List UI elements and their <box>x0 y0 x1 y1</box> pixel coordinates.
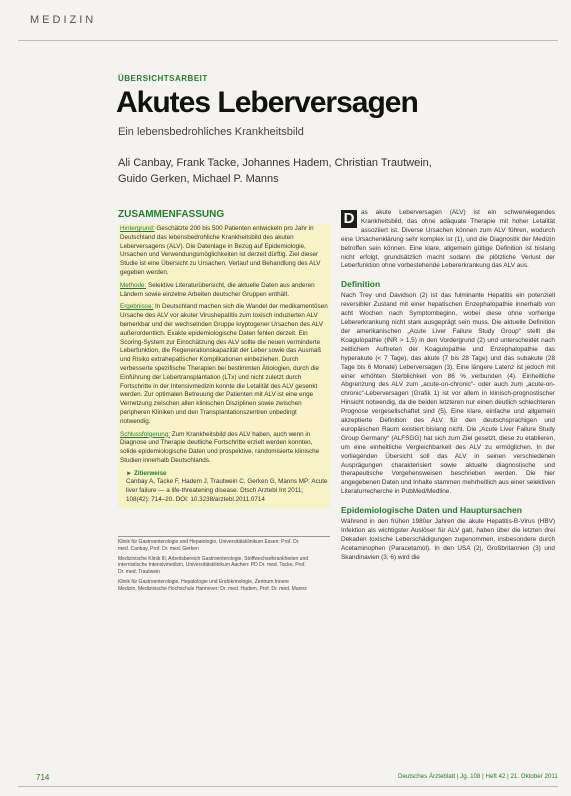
drop-cap: D <box>341 210 357 228</box>
author-list <box>118 155 478 187</box>
citation-block <box>126 470 328 504</box>
definition-paragraph: Nach Trey und Davidson (2) ist das fulminante Hepatitis ein potenziell reversibler Zustand mit einer hepatischen Enzephalopathie innerhalb von acht Wochen nach Symptombeginn, wobei diese ohne vorherige Lebererkrankung nicht stark ausgeprägt sein muss. Die aktuelle Definition der amerikanischen „Acute Liver Failure Study Group“ stellt die Koagulopathie (INR > 1,5) in den Vordergrund (2) und unterscheidet nach zeitlichem Auftreten der Koagulopathie und Enzephalopathie das hyperakute (< 7 Tage), das akute (7 bis 28 Tage) und das subakute (28 Tage bis 6 Monate) Leberversagen (3). Eine längere Latenz ist jedoch mit einer erhöhten Sterblichkeit von 86 % verbunden (4). Einheitliche Abgrenzung des ALV zum „acute-on-chronic“- oder auch zum „acute-on-chronic“-Leberversagen (Grafik 1) ist vor allem in klinisch-prognostischer Hinsicht notwendig, da die beiden letzteren nur einen deutlich schlechteren Prognose vergesellschaftet sind (5). Eine klare, einfache und allgemein akzeptierte Definition des ALV für den deutschsprachigen und europäischen Raum existiert bislang nicht. Die „Acute Liver Failure Study Group Germany“ (ALFSGG) hat sich zum Ziel gesetzt, diese zu etablieren, um eine einheitliche Vergleichbarkeit des ALV zu ermöglichen. In der vorliegenden Übersicht soll das ALV in seinen verschiedenen Ausprägungen charakterisiert sowie aktuelle diagnostische und therapeutische Vorgehensweisen beschrieben werden. Die hier angegebenen Daten und Inhalte stammen mehrheitlich aus einer selektiven Literaturrecherche in PubMed/Medline. <box>341 292 555 496</box>
intro-paragraph: D as akute Leberversagen (ALV) ist ein schwerwiegendes Krankheitsbild, das ohne adäquate Therapie mit hoher Letalität assoziiert ist. Diverse Ursachen können zum ALV führen, wodurch eine Ursachenklärung sehr komplex ist (1), und die Diagnostik der Medizin betroffen sein können. Eine klare, allgemein gültige Definition ist bislang nicht erfolgt, grundsätzlich macht sodann die plötzliche Verlust der Leberfunktion ohne vorbestehende Lebererkrankung das ALV aus. <box>341 209 555 270</box>
summary-box <box>118 224 330 508</box>
summary-conclusion: Schlussfolgerung: Zum Krankheitsbild des ALV haben, auch wenn in Diagnose und Therapie deutliche Fortschritte erzielt werden konnten, solide epidemiologische Daten und prospektive, randomisierte klinische Studien innerhalb Deutschlands. <box>120 430 320 464</box>
page-number: 714 <box>36 773 50 782</box>
definition-heading: Definition <box>341 279 381 290</box>
authors-line-2: Guido Gerken, Michael P. Manns <box>118 173 279 185</box>
article-subtitle: Ein lebensbedrohliches Krankheitsbild <box>118 126 304 138</box>
journal-citation: Deutsches Ärzteblatt | Jg. 108 | Heft 42 | 21. Oktober 2011 <box>398 773 558 780</box>
article-title: Akutes Leberversagen <box>116 86 418 119</box>
summary-column <box>118 209 330 596</box>
affiliation-footnote: Klinik für Gastroenterologie und Hepatologie, Universitätsklinikum Essen: Prof. Dr. med. Canbay, Prof. Dr. med. Gerken <box>118 539 300 552</box>
section-label: MEDIZIN <box>30 14 97 26</box>
summary-method: Methode: Selektive Literaturübersicht, die aktuelle Daten aus anderen Ländern sowie einzelne Arbeiten deutscher Gruppen enthält. <box>120 281 315 298</box>
footer-divider <box>18 786 558 787</box>
epidemiology-heading: Epidemiologische Daten und Hauptursachen <box>341 505 522 516</box>
article-type: ÜBERSICHTSARBEIT <box>118 74 208 83</box>
citation-heading: ► Zitierweise <box>126 469 167 477</box>
header-divider <box>18 40 558 41</box>
summary-heading: ZUSAMMENFASSUNG <box>118 209 225 220</box>
affiliation-footnote: Medizinische Klinik III, Arbeitsbereich Gastroenterologie, Stoffwechselkrankheiten und internistische Intensivmedizin, Universitätsklinikum Aachen: PD Dr. med. Tacke, Prof. Dr. med. Trautwein <box>118 555 309 576</box>
authors-line-1: Ali Canbay, Frank Tacke, Johannes Hadem, Christian Trautwein, <box>118 157 432 169</box>
footnote-divider <box>118 536 330 537</box>
citation-text: Canbay A, Tacke F, Hadem J, Trautwein C, Gerken G, Manns MP: Acute liver failure — a life-threatening disease. Dtsch Arztebl Int 2011; 108(42): 714–20. DOI: 10.3238/arztebl.2011.0714 <box>126 478 328 503</box>
summary-results: Ergebnisse: In Deutschland machen sich die Wandel der medikamentösen Ursache des ALV vor akuter Virushepatitis zum toxisch induzierten ALV bemerkbar und der wechselnden Gruppe kryptogener Ursachen des ALV außerordentlich. Exakte epidemiologische Daten fehlen derzeit. Ein Scoring-System zur Einschätzung des ALV sollte die neuen verminderte Leberfunktion, die Regenerationskapazität der Leber sowie das Ausmaß und Risiko extrahepatischer Komplikationen einbeziehen. Durch verbesserte spezifische Therapien bei bestimmten Ätiologien, durch die Einführung der Lebertransplantation (LTx) und nicht zuletzt durch Fortschritte in der Intensivmedizin konnte die Letalität des ALV gesenkt werden. Zur optimalen Betreuung der Patienten mit ALV ist eine enge Vernetzung zwischen allen klinischen Disziplinen sowie zwischen peripheren Kliniken und den Transplantationszentren unbedingt notwendig. <box>120 303 328 425</box>
body-column <box>341 209 555 563</box>
epidemiology-paragraph: Während in den frühen 1980er Jahren die akute Hepatitis-B-Virus (HBV) Infektion als wichtigster Auslöser für ALV galt, haben über die letzten drei Dekaden toxische Leberschädigungen zugenommen, insbesondere durch Acetaminophen (Paracetamol). In den USA (2), Großbritannien (3) und Skandinavien (3, 6) wird die <box>341 518 555 561</box>
summary-background: Hintergrund: Geschätzte 200 bis 500 Patienten entwickeln pro Jahr in Deutschland das lebensbedrohliche Krankheitsbild des akuten Leberversagens (ALV). Die Datenlage in Bezug auf Epidemiologie, Ursachen und Verwendungsmöglichkeiten ist derzeit dürftig. Ziel dieser Studie ist eine Übersicht zu Ursachen, Verlauf und Behandlung des ALV gegeben werden. <box>120 225 321 276</box>
affiliation-footnote: Klinik für Gastroenterologie, Hepatologie und Endokrinologie, Zentrum Innere Medizin, Medizinische Hochschule Hannover: Dr. med. Hadem, Prof. Dr. med. Manns <box>118 579 307 592</box>
